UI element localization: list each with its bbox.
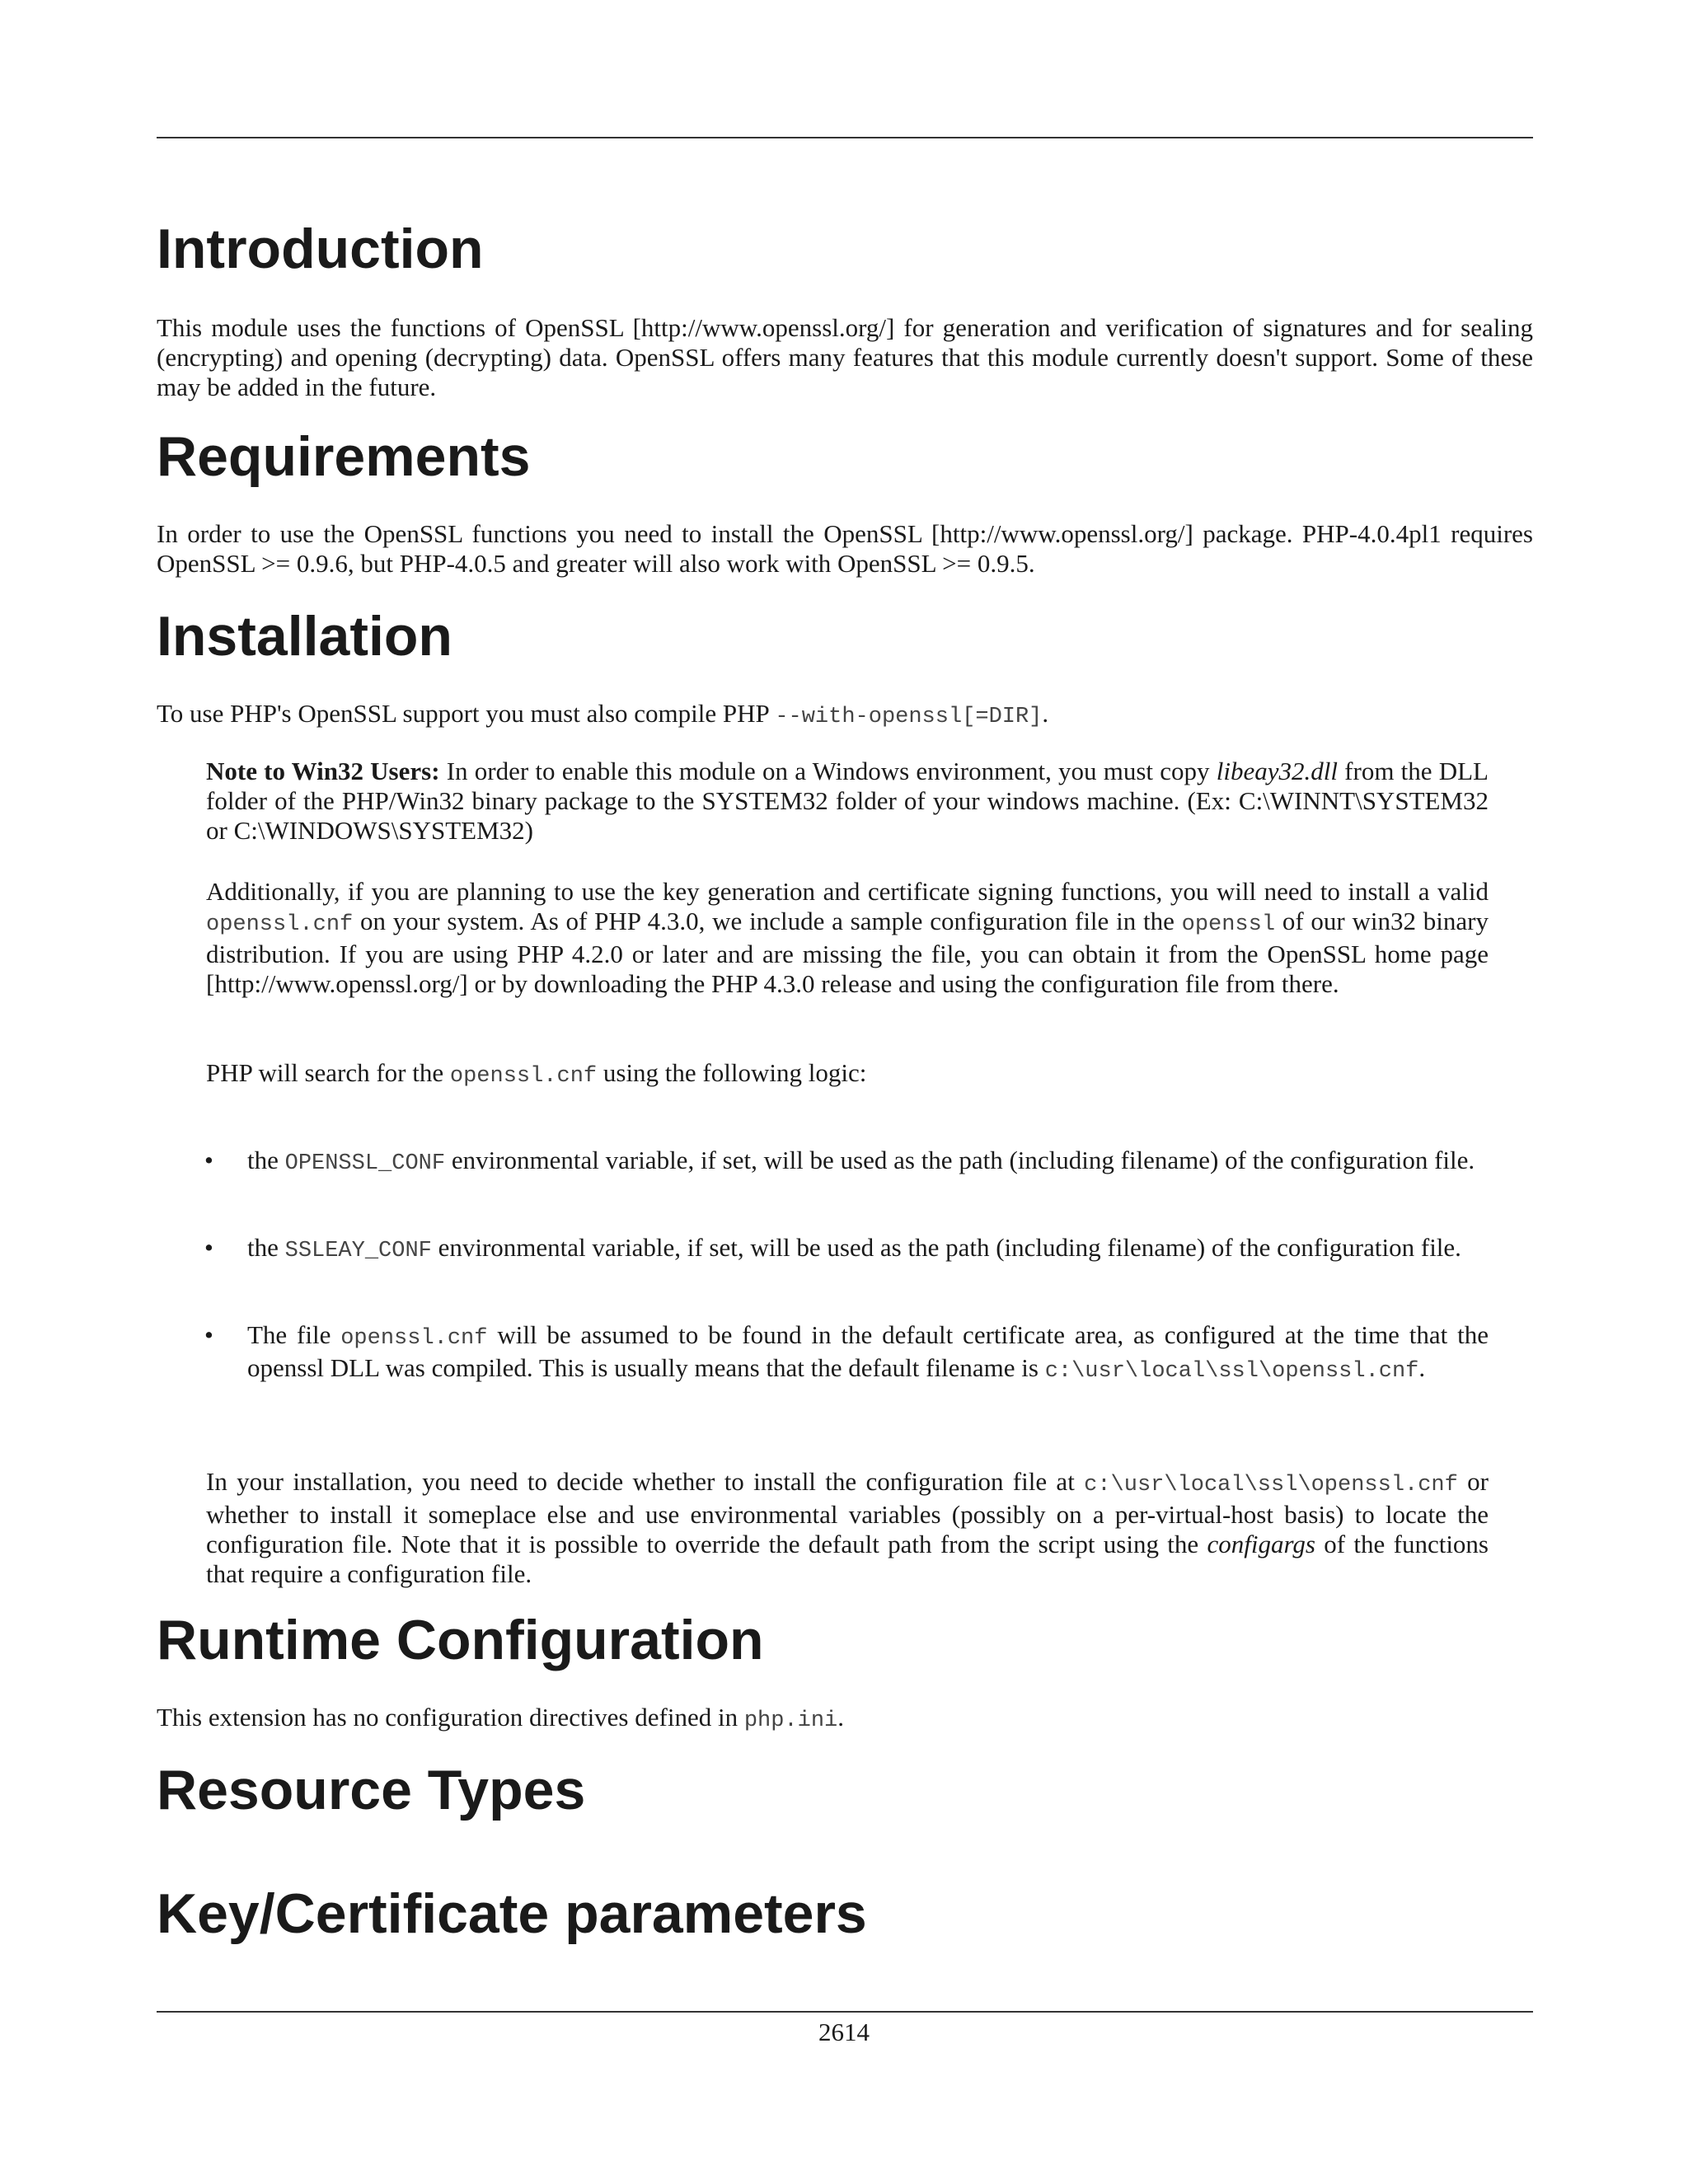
heading-runtime-configuration: Runtime Configuration xyxy=(157,1609,764,1671)
win32-note-paragraph: Note to Win32 Users: In order to enable this module on a Windows environment, you must copy libeay32.dll from the DLL folder of the PHP/Win32 binary package to the SYSTEM32 folder of your windows machine. (Ex: C:\WINNT\SYSTEM32 or C:\WINDOWS\SYSTEM32) xyxy=(206,757,1489,845)
win32-note-label: Note to Win32 Users: xyxy=(206,757,440,785)
list-item: The file openssl.cnf will be assumed to be found in the default certificate area, as configured at the time that the openssl DLL was compiled. This is usually means that the default filename is c:\usr\local\ssl\openssl.cnf. xyxy=(247,1320,1489,1384)
list-item: the OPENSSL_CONF environmental variable, if set, will be used as the path (including filename) of the configuration file. xyxy=(247,1146,1475,1176)
search-logic-paragraph: PHP will search for the openssl.cnf using the following logic: xyxy=(206,1058,867,1089)
runtime-paragraph: This extension has no configuration directives defined in php.ini. xyxy=(157,1703,844,1733)
heading-requirements: Requirements xyxy=(157,425,531,488)
list-item: the SSLEAY_CONF environmental variable, if set, will be used as the path (including filename) of the configuration file. xyxy=(247,1233,1461,1263)
dll-filename: libeay32.dll xyxy=(1216,757,1338,785)
compile-flag-code: --with-openssl[=DIR] xyxy=(775,705,1043,729)
bullet-marker: • xyxy=(204,1320,213,1349)
installation-compile-paragraph: To use PHP's OpenSSL support you must also compile PHP --with-openssl[=DIR]. xyxy=(157,699,1049,729)
installation-decision-paragraph: In your installation, you need to decide whether to install the configuration file at c:\usr\local\ssl\openssl.cnf or whether to install it someplace else and use environmental variables (possibly on a per-virtual-host basis) to locate the configuration file. Note that it is possible to override the default path from the script using the configargs of the functions that require a configuration file. xyxy=(206,1467,1489,1588)
bullet-marker: • xyxy=(204,1233,213,1262)
heading-installation: Installation xyxy=(157,605,452,668)
heading-key-certificate-parameters: Key/Certificate parameters xyxy=(157,1882,867,1945)
requirements-paragraph: In order to use the OpenSSL functions you need to install the OpenSSL [http://www.openssl.org/] package. PHP-4.0.4pl1 requires OpenSSL >= 0.9.6, but PHP-4.0.5 and greater will also work with OpenSSL >= 0.9.5. xyxy=(157,519,1533,578)
additional-config-paragraph: Additionally, if you are planning to use the key generation and certificate signing functions, you will need to install a valid openssl.cnf on your system. As of PHP 4.3.0, we include a sample configuration file in the openssl of our win32 binary distribution. If you are using PHP 4.2.0 or later and are missing the file, you can obtain it from the OpenSSL home page [http://www.openssl.org/] or by downloading the PHP 4.3.0 release and using the configuration file from there. xyxy=(206,877,1489,998)
heading-introduction: Introduction xyxy=(157,218,484,280)
bullet-marker: • xyxy=(204,1146,213,1174)
page-number: 2614 xyxy=(818,2018,870,2046)
heading-resource-types: Resource Types xyxy=(157,1759,586,1821)
configargs-term: configargs xyxy=(1207,1530,1315,1558)
header-rule xyxy=(157,137,1533,138)
introduction-paragraph: This module uses the functions of OpenSSL [http://www.openssl.org/] for generation and verification of signatures and for sealing (encrypting) and opening (decrypting) data. OpenSSL offers many features that this module currently doesn't support. Some of these may be added in the future. xyxy=(157,313,1533,401)
footer-rule xyxy=(157,2011,1533,2013)
